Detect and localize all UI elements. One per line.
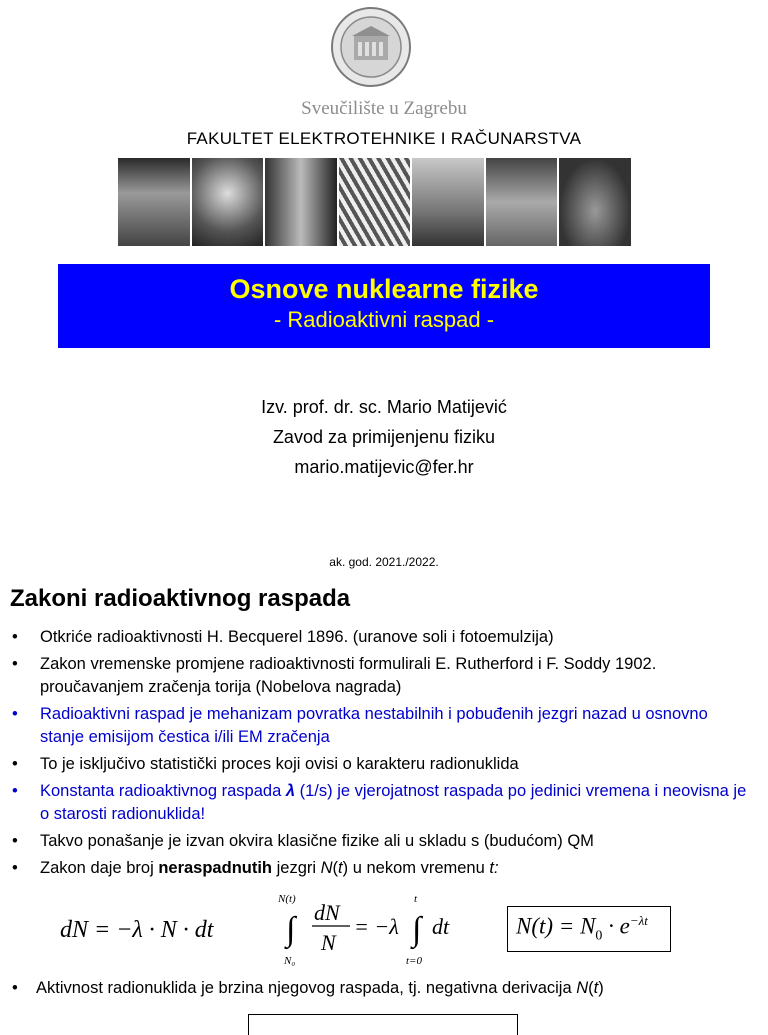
integral2-sign: ∫ (412, 911, 422, 948)
bullet-list (12, 626, 752, 884)
section-title: Zakoni radioaktivnog raspada (10, 585, 351, 612)
turbine-hall-photo (486, 158, 558, 246)
bullet-symbol: • (12, 755, 18, 773)
activity-equation-box (248, 1014, 518, 1035)
integral-sign: ∫ (286, 911, 296, 948)
control-rods-photo (339, 158, 411, 246)
t-symbol: t (593, 979, 599, 997)
integral-upper-limit: N(t) (278, 893, 296, 905)
author-department: Zavod za primijenjenu fiziku (272, 427, 496, 447)
title-banner (58, 264, 710, 348)
bullet-symbol: • (12, 782, 18, 800)
reactor-pool-photo (118, 158, 190, 246)
author-email: mario.matijevic@fer.hr (294, 457, 474, 477)
integrand2: dt (432, 914, 450, 939)
bullet-text-before: Konstanta radioaktivnog raspada (40, 782, 286, 800)
transport-vehicle-photo (412, 158, 484, 246)
bullet-symbol: • (12, 655, 18, 673)
author-name: Izv. prof. dr. sc. Mario Matijević (261, 397, 507, 417)
bullet-text: Otkriće radioaktivnosti H. Becquerel 1896. (uranove soli i fotoemulzija) (40, 628, 554, 646)
bullet-text: Takvo ponašanje je izvan okvira klasične fizike ali u skladu s (budućom) QM (40, 832, 594, 850)
bullet-symbol: • (12, 705, 18, 723)
t-symbol: t (338, 859, 343, 877)
reactor-vessel-photo (192, 158, 264, 246)
bullet-text-before: Zakon daje broj (40, 859, 159, 877)
faculty-name: FAKULTET ELEKTROTEHNIKE I RAČUNARSTVA (186, 129, 582, 148)
list-item (12, 830, 752, 853)
integral2-lower-limit: t=0 (406, 955, 422, 967)
list-item (12, 703, 752, 749)
n-symbol: N (576, 979, 589, 997)
decay-law-sub: 0 (595, 928, 603, 944)
n-symbol: N (320, 859, 333, 877)
bullet-text-middle: jezgri (272, 859, 321, 877)
bullet-symbol: • (12, 979, 18, 997)
list-item (12, 626, 752, 649)
integral-lower-limit: N₀ (284, 955, 296, 967)
integral-equation (278, 888, 458, 968)
reactor-core-photo (265, 158, 337, 246)
list-item (12, 780, 752, 826)
differential-equation: dN = −λ · N · dt (60, 917, 214, 943)
integrand-numerator: dN (314, 900, 340, 925)
generator-photo (559, 158, 631, 246)
t-variable: t: (489, 859, 499, 877)
activity-bullet: • Aktivnost radionuklida je brzina njegovog raspada, tj. negativna derivacija N(t) (12, 979, 604, 997)
integrand-denominator: N (321, 930, 336, 955)
list-item (12, 653, 752, 699)
presentation-title: Osnove nuklearne fizike (229, 274, 539, 304)
list-item: • Zakon daje broj neraspadnutih jezgri N(t) u nekom vremenu t: (12, 857, 752, 880)
decay-law-box (507, 906, 671, 952)
bullet-symbol: • (12, 832, 18, 850)
bullet-symbol: • (12, 628, 18, 646)
bullet-text-after: (1/s) je vjerojatnost raspada po jedinici vremena i neovisna je o starosti radionuklida! (40, 782, 747, 823)
lambda-symbol: λ (285, 782, 296, 800)
list-item (12, 753, 752, 776)
university-seal-icon (330, 6, 412, 88)
decay-law-exponent: −λt (629, 913, 648, 928)
bullet-text: Zakon vremenske promjene radioaktivnosti formulirali E. Rutherford i F. Soddy 1902. proučavanjem zračenja torija (Nobelova nagrada) (40, 655, 657, 696)
decay-law-mid: · e (602, 913, 630, 939)
presentation-subtitle: - Radioaktivni raspad - (273, 307, 495, 332)
bullet-symbol: • (12, 859, 18, 877)
photo-strip (118, 158, 631, 246)
equation-middle: = −λ (354, 914, 399, 939)
author-block (0, 392, 768, 482)
integral2-upper-limit: t (414, 893, 418, 905)
bullet-text: To je isključivo statistički proces koji ovisi o karakteru radionuklida (40, 755, 519, 773)
bullet-text-after: u nekom vremenu (348, 859, 490, 877)
bold-term: neraspadnutih (158, 859, 273, 877)
activity-text: Aktivnost radionuklida je brzina njegovog raspada, tj. negativna derivacija (36, 979, 577, 997)
academic-year: ak. god. 2021./2022. (329, 555, 439, 569)
university-name: Sveučilište u Zagrebu (301, 98, 467, 119)
bullet-text: Radioaktivni raspad je mehanizam povratka nestabilnih i pobuđenih jezgri nazad u osnovno stanje emisijom čestica i/ili EM zračenja (40, 705, 708, 746)
decay-law-lhs: N(t) = N (516, 913, 596, 939)
